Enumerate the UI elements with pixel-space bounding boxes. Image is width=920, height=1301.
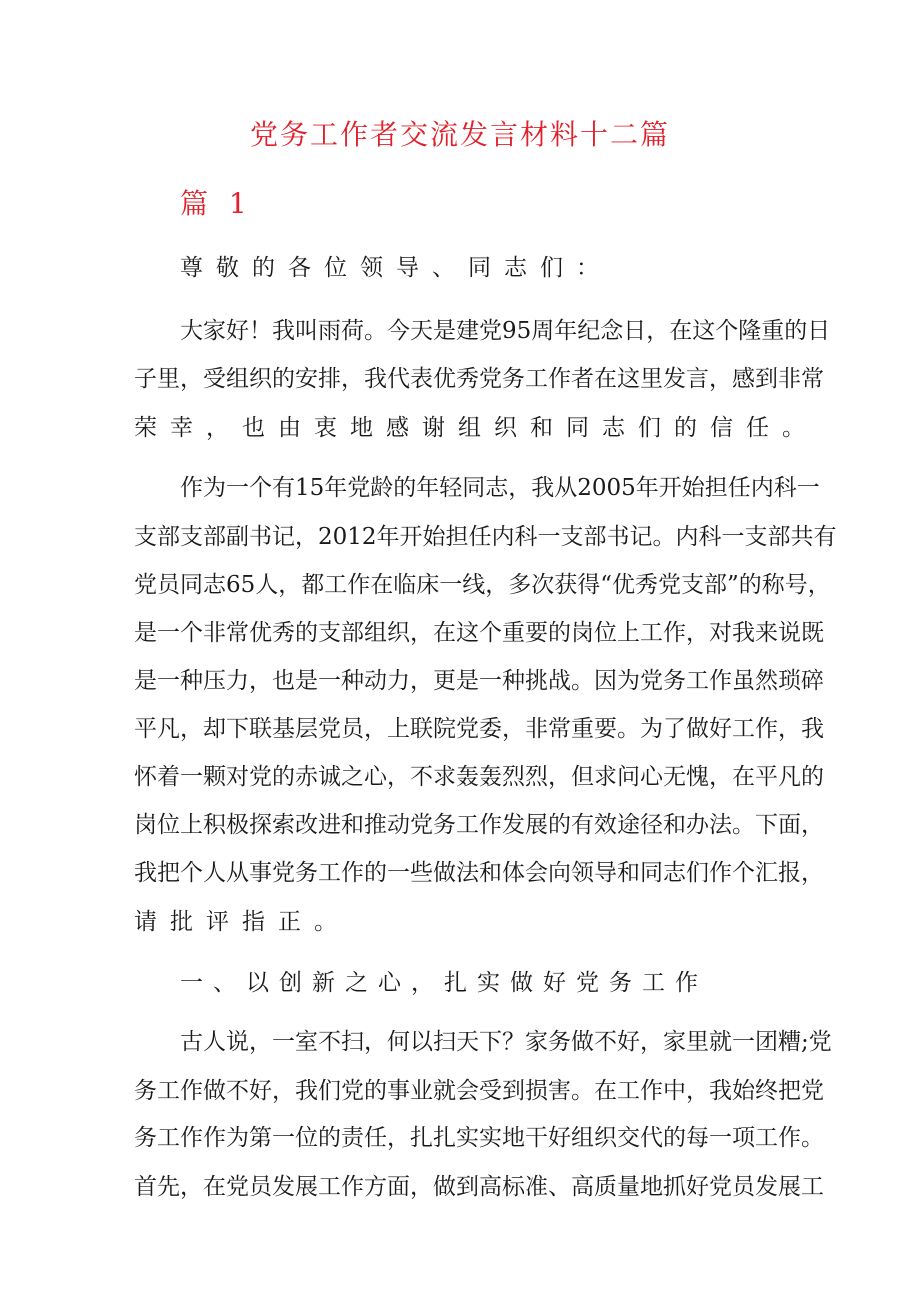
paragraph-line: 务工作做不好，我们党的事业就会受到损害。在工作中，我始终把党 (134, 1078, 824, 1104)
paragraph-line: 请批评指正。 (134, 909, 350, 935)
paragraph-line: 怀着一颗对党的赤诚之心，不求轰轰烈烈，但求问心无愧，在平凡的 (134, 764, 824, 790)
paragraph-line: 务工作作为第一位的责任，扎扎实实地干好组织交代的每一项工作。 (134, 1125, 824, 1151)
paragraph-line: 作为一个有15年党龄的年轻同志，我从2005年开始担任内科一 (180, 475, 820, 501)
section-heading: 篇 1 (180, 187, 253, 220)
paragraph-line: 是一种压力，也是一种动力，更是一种挑战。因为党务工作虽然琐碎 (134, 668, 824, 694)
paragraph-line: 荣幸，也由衷地感谢组织和同志们的信任。 (134, 415, 818, 441)
salutation: 尊敬的各位领导、同志们： (180, 255, 612, 281)
paragraph-line: 党员同志65人，都工作在临床一线，多次获得“优秀党支部”的称号， (134, 572, 831, 598)
document-title: 党务工作者交流发言材料十二篇 (249, 118, 670, 151)
section-subheading: 一、以创新之心，扎实做好党务工作 (180, 970, 708, 996)
paragraph-line: 古人说，一室不扫，何以扫天下？家务做不好，家里就一团糟;党 (180, 1029, 832, 1055)
paragraph-line: 平凡，却下联基层党员，上联院党委，非常重要。为了做好工作，我 (134, 716, 824, 742)
paragraph-line: 我把个人从事党务工作的一些做法和体会向领导和同志们作个汇报， (134, 860, 824, 886)
paragraph-line: 支部支部副书记，2012年开始担任内科一支部书记。内科一支部共有 (134, 524, 837, 550)
paragraph-line: 岗位上积极探索改进和推动党务工作发展的有效途径和办法。下面， (134, 812, 824, 838)
paragraph-line: 大家好！我叫雨荷。今天是建党95周年纪念日，在这个隆重的日 (180, 318, 831, 344)
paragraph-line: 首先，在党员发展工作方面，做到高标准、高质量地抓好党员发展工 (134, 1174, 824, 1200)
paragraph-line: 子里，受组织的安排，我代表优秀党务工作者在这里发言，感到非常 (134, 366, 824, 392)
paragraph-line: 是一个非常优秀的支部组织，在这个重要的岗位上工作，对我来说既 (134, 620, 824, 646)
